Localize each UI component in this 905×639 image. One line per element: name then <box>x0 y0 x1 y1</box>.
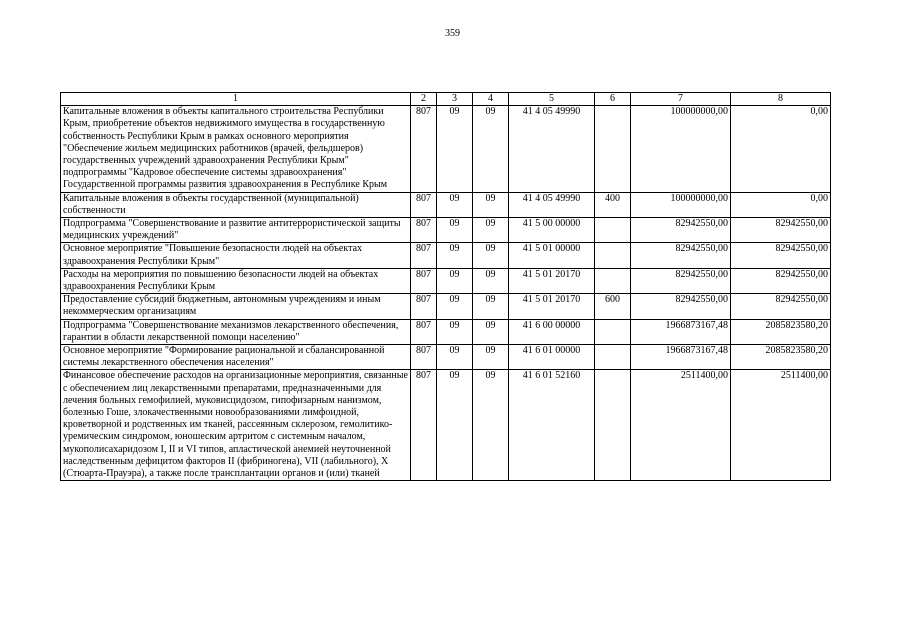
amount-col8-cell: 2085823580,20 <box>731 319 831 344</box>
table-row <box>61 319 831 344</box>
expense-type-cell <box>595 319 631 344</box>
target-article-cell: 41 5 01 20170 <box>509 268 595 293</box>
table-row <box>61 268 831 293</box>
section-code-cell: 09 <box>437 218 473 243</box>
header-cell: 1 <box>61 93 411 106</box>
amount-col7-cell: 100000000,00 <box>631 106 731 192</box>
amount-col7-cell: 2511400,00 <box>631 370 731 481</box>
expense-type-cell <box>595 268 631 293</box>
header-cell: 7 <box>631 93 731 106</box>
subsection-code-cell: 09 <box>473 243 509 268</box>
table-row <box>61 243 831 268</box>
amount-col7-cell: 1966873167,48 <box>631 319 731 344</box>
amount-col7-cell: 1966873167,48 <box>631 345 731 370</box>
header-cell: 2 <box>411 93 437 106</box>
subsection-code-cell: 09 <box>473 345 509 370</box>
ministry-code-cell: 807 <box>411 345 437 370</box>
target-article-cell: 41 4 05 49990 <box>509 192 595 217</box>
target-article-cell: 41 5 01 00000 <box>509 243 595 268</box>
row-name-cell: Предоставление субсидий бюджетным, автономным учреждениям и иным некоммерческим организациям <box>61 294 411 319</box>
row-name-cell: Капитальные вложения в объекты государственной (муниципальной) собственности <box>61 192 411 217</box>
section-code-cell: 09 <box>437 192 473 217</box>
expense-type-cell: 400 <box>595 192 631 217</box>
row-name-cell: Подпрограмма "Совершенствование механизмов лекарственного обеспечения, гарантии в области лекарственной помощи населению" <box>61 319 411 344</box>
amount-col8-cell: 2085823580,20 <box>731 345 831 370</box>
section-code-cell: 09 <box>437 294 473 319</box>
amount-col7-cell: 100000000,00 <box>631 192 731 217</box>
section-code-cell: 09 <box>437 345 473 370</box>
target-article-cell: 41 5 01 20170 <box>509 294 595 319</box>
budget-table <box>60 92 831 481</box>
ministry-code-cell: 807 <box>411 370 437 481</box>
table-row <box>61 345 831 370</box>
subsection-code-cell: 09 <box>473 192 509 217</box>
ministry-code-cell: 807 <box>411 106 437 192</box>
table-row <box>61 192 831 217</box>
section-code-cell: 09 <box>437 370 473 481</box>
expense-type-cell <box>595 243 631 268</box>
section-code-cell: 09 <box>437 243 473 268</box>
amount-col8-cell: 82942550,00 <box>731 243 831 268</box>
row-name-cell: Подпрограмма "Совершенствование и развитие антитеррористической защиты медицинских учреждений" <box>61 218 411 243</box>
section-code-cell: 09 <box>437 106 473 192</box>
amount-col8-cell: 82942550,00 <box>731 268 831 293</box>
amount-col7-cell: 82942550,00 <box>631 243 731 268</box>
ministry-code-cell: 807 <box>411 268 437 293</box>
section-code-cell: 09 <box>437 319 473 344</box>
row-name-cell: Расходы на мероприятия по повышению безопасности людей на объектах здравоохранения Республики Крым <box>61 268 411 293</box>
amount-col7-cell: 82942550,00 <box>631 268 731 293</box>
row-name-cell: Финансовое обеспечение расходов на организационные мероприятия, связанные с обеспечением лиц лекарственными препаратами, предназначенными для лечения больных гемофилией, муковисцидозом, гипофизарным нанизмом, болезнью Гоше, злокачественными новообразованиями лимфоидной, кроветворной и родственных им тканей, рассеянным склерозом, гемолитико-уремическим синдромом, юношеским артритом с системным началом, мукополисахаридозом I, II и VI типов, апластической анемией неуточненной наследственным дефицитом факторов II (фибриногена), VII (лабильного), X (Стюарта-Прауэра), а также после трансплантации органов и (или) тканей <box>61 370 411 481</box>
row-name-cell: Основное мероприятие "Повышение безопасности людей на объектах здравоохранения Республики Крым" <box>61 243 411 268</box>
expense-type-cell: 600 <box>595 294 631 319</box>
header-cell: 5 <box>509 93 595 106</box>
target-article-cell: 41 4 05 49990 <box>509 106 595 192</box>
row-name-cell: Капитальные вложения в объекты капитального строительства Республики Крым, приобретение объектов недвижимого имущества в государственную собственность Республики Крым в рамках основного мероприятия "Обеспечение жильем медицинских работников (врачей, фельдшеров) государственных учреждений здравоохранения Республики Крым" подпрограммы "Кадровое обеспечение системы здравоохранения" Государственной программы развития здравоохранения в Республике Крым <box>61 106 411 192</box>
subsection-code-cell: 09 <box>473 319 509 344</box>
section-code-cell: 09 <box>437 268 473 293</box>
target-article-cell: 41 5 00 00000 <box>509 218 595 243</box>
header-row <box>61 93 831 106</box>
subsection-code-cell: 09 <box>473 268 509 293</box>
amount-col8-cell: 82942550,00 <box>731 218 831 243</box>
table-row <box>61 218 831 243</box>
ministry-code-cell: 807 <box>411 243 437 268</box>
subsection-code-cell: 09 <box>473 218 509 243</box>
ministry-code-cell: 807 <box>411 319 437 344</box>
table-row <box>61 106 831 192</box>
amount-col8-cell: 0,00 <box>731 106 831 192</box>
header-cell: 3 <box>437 93 473 106</box>
amount-col8-cell: 82942550,00 <box>731 294 831 319</box>
amount-col7-cell: 82942550,00 <box>631 294 731 319</box>
header-cell: 8 <box>731 93 831 106</box>
subsection-code-cell: 09 <box>473 106 509 192</box>
subsection-code-cell: 09 <box>473 370 509 481</box>
ministry-code-cell: 807 <box>411 192 437 217</box>
expense-type-cell <box>595 345 631 370</box>
header-cell: 6 <box>595 93 631 106</box>
table-row <box>61 294 831 319</box>
header-cell: 4 <box>473 93 509 106</box>
target-article-cell: 41 6 01 52160 <box>509 370 595 481</box>
target-article-cell: 41 6 01 00000 <box>509 345 595 370</box>
amount-col8-cell: 2511400,00 <box>731 370 831 481</box>
ministry-code-cell: 807 <box>411 218 437 243</box>
ministry-code-cell: 807 <box>411 294 437 319</box>
expense-type-cell <box>595 370 631 481</box>
expense-type-cell <box>595 218 631 243</box>
subsection-code-cell: 09 <box>473 294 509 319</box>
amount-col7-cell: 82942550,00 <box>631 218 731 243</box>
target-article-cell: 41 6 00 00000 <box>509 319 595 344</box>
row-name-cell: Основное мероприятие "Формирование рациональной и сбалансированной системы лекарственного обеспечения населения" <box>61 345 411 370</box>
table-row <box>61 370 831 481</box>
amount-col8-cell: 0,00 <box>731 192 831 217</box>
expense-type-cell <box>595 106 631 192</box>
page-number: 359 <box>445 28 460 39</box>
